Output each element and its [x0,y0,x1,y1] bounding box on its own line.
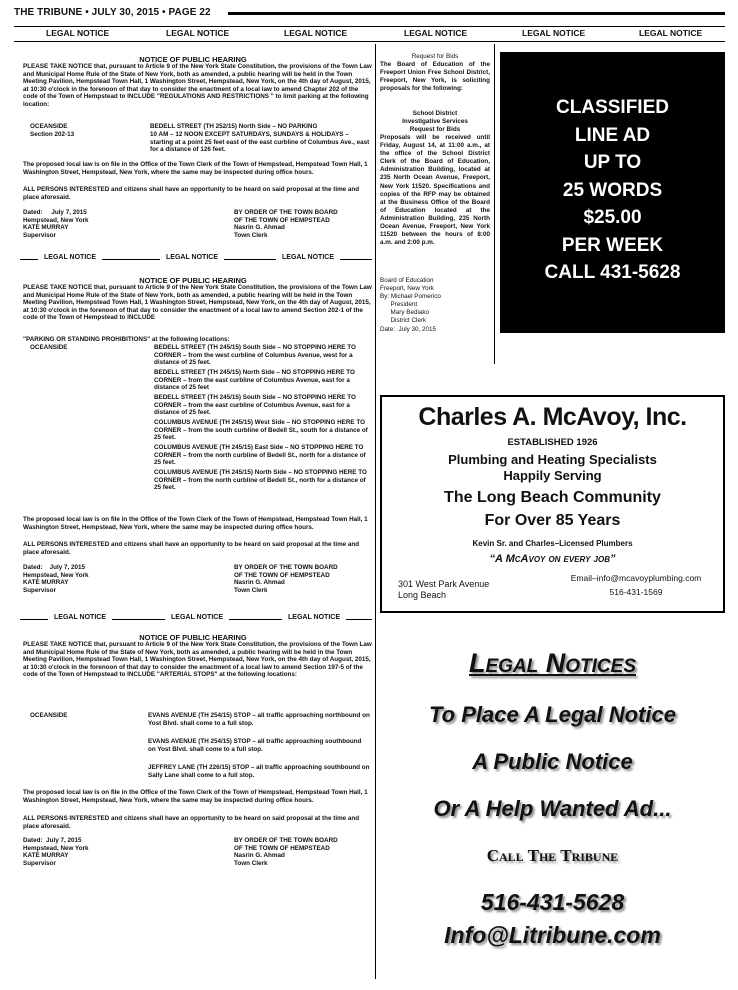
mcavoy-line: Plumbing and Heating Specialists [448,452,657,467]
signature-left: Dated: July 7, 2015 Hempstead, New York KATE MURRAY Supervisor [23,209,89,239]
notice-detail: EVANS AVENUE (TH 254/15) STOP – all traffic approaching northbound on Yost Blvd. shall come to a full stop. [148,712,370,727]
notice-detail: BEDELL STREET (TH 252/15) North Side – NO PARKING [150,123,318,130]
legal-notice-label: LEGAL NOTICE [46,28,110,38]
classified-phone: CALL 431-5628 [544,262,681,283]
notice-location: OCEANSIDE [30,712,68,719]
legal-ad-phone: 516-431-5628 [480,889,625,915]
notice-file-text: The proposed local law is on file in the Office of the Town Clerk of the Town of Hempstead, Hempstead Town Hall, 1 Washington Street, Hempstead, New York, where the same may be inspected during office hours. [23,516,368,531]
legal-notice-label-row [14,28,725,41]
classified-line: UP TO [583,152,642,173]
bids-title: Request for Bids [411,53,459,60]
mcavoy-slogan: “A McAvoy on every job” [489,553,616,565]
classified-line: $25.00 [583,207,642,228]
legal-notice-divider [20,254,372,264]
mcavoy-line: Happily Serving [503,468,602,483]
signature-right: BY ORDER OF THE TOWN BOARD OF THE TOWN OF HEMPSTEAD Nasrin G. Ahmad Town Clerk [234,837,338,867]
notice-detail: JEFFREY LANE (TH 226/15) STOP – all traffic approaching southbound on Sally Lane shall come to a full stop. [148,764,370,779]
notice-section: Section 202-13 [30,131,75,138]
notice-body: PLEASE TAKE NOTICE that, pursuant to Article 9 of the New York State Constitution, the provisions of the Town Law and Municipal Home Rule of the State of New York, both as amended, a public hearing will be held in the Town Meeting Pavilion, Hempstead Town Hall, 1 Washington Street, Hempstead, New York, on the 4th day of August, 2015, at 10:30 o'clock in the forenoon of that day to consider the enactment of a local law to amend Section 202-1 of the code of the Town of Hempstead to INCLUDE [23,284,372,321]
legal-ad-title: Legal Notices [468,648,636,678]
bids-subtitle: Investigative Services [402,118,468,125]
notice-detail: COLUMBUS AVENUE (TH 245/15) East Side – NO STOPPING HERE TO CORNER – from the north curbline of Bedell St., north for a distance of 25 feet. [154,444,366,466]
legal-ad-email[interactable]: Info@Litribune.com [444,922,661,948]
mcavoy-city: Long Beach [398,590,447,600]
classified-line: 25 WORDS [562,179,663,201]
legal-notice-label: LEGAL NOTICE [404,28,468,38]
legal-ad-line: To Place A Legal Notice [429,702,676,727]
mcavoy-established: ESTABLISHED 1926 [507,437,598,448]
mcavoy-line: For Over 85 Years [484,512,621,529]
label-rule [14,41,725,42]
notice-body: PLEASE TAKE NOTICE that, pursuant to Article 9 of the New York State Constitution, the provisions of the Town Law and Municipal Home Rule of the State of New York, both as amended, a public hearing will be held in the Town Meeting Pavilion, Hempstead Town Hall, 1 Washington Street, Hempstead, New York, on the 4th day of August, 2015, at 10:30 o'clock in the forenoon of that day to consider the enactment of a local law to amend Section 197-5 of the code of the Town of Hempstead to INCLUDE "ARTERIAL STOPS" at the following locations: [23,641,372,678]
notice-detail: BEDELL STREET (TH 245/15) North Side – NO STOPPING HERE TO CORNER – from the east curbline of Columbus Avenue, east for a distance of 25 feet [154,369,355,391]
notice-file-text: The proposed local law is on file in the Office of the Town Clerk of the Town of Hempstead, Hempstead Town Hall, 1 Washington Street, Hempstead, New York, where the same may be inspected during office hours. [23,789,368,804]
mcavoy-email[interactable]: Email–info@mcavoyplumbing.com [570,573,702,583]
legal-notice-label: LEGAL NOTICE [166,28,230,38]
mcavoy-line: The Long Beach Community [444,489,661,506]
signature-left: Dated: July 7, 2015 Hempstead, New York KATE MURRAY Supervisor [23,837,89,867]
legal-notice-label: LEGAL NOTICE [48,614,112,621]
bids-subtitle: School District [412,110,458,117]
notice-detail: COLUMBUS AVENUE (TH 245/15) North Side – NO STOPPING HERE TO CORNER – from the north curbline of Bedell St., north for a distance of 25 feet. [154,469,367,491]
mcavoy-plumbers: Kevin Sr. and Charles–Licensed Plumbers [472,539,633,548]
legal-ad-call: Call The Tribune [486,846,619,865]
signature-left: Dated: July 7, 2015 Hempstead, New York KATE MURRAY Supervisor [23,564,89,594]
legal-notice-label: LEGAL NOTICE [165,614,229,621]
mcavoy-phone: 516-431-1569 [609,587,663,597]
top-rule [14,26,725,27]
notice-detail: COLUMBUS AVENUE (TH 245/15) West Side – NO STOPPING HERE TO CORNER – from the south curbline of Bedell St., south for a distance of 25 feet. [154,419,368,441]
notice-title: NOTICE OF PUBLIC HEARING [139,55,247,64]
legal-notice-label: LEGAL NOTICE [639,28,703,38]
page-header: THE TRIBUNE • JULY 30, 2015 • PAGE 22 [14,7,211,18]
column-divider [375,44,376,979]
signature-right: BY ORDER OF THE TOWN BOARD OF THE TOWN OF HEMPSTEAD Nasrin G. Ahmad Town Clerk [234,209,338,239]
legal-notice-label: LEGAL NOTICE [282,614,346,621]
legal-notice-label: LEGAL NOTICE [284,28,348,38]
notice-detail: 10 AM – 12 NOON EXCEPT SATURDAYS, SUNDAYS & HOLIDAYS – starting at a point 25 feet east of the east curbline of Columbus Ave., east for a distance of 126 feet. [150,131,370,153]
notice-intro: "PARKING OR STANDING PROHIBITIONS" at the following locations: [23,336,230,343]
column-divider [494,44,495,364]
signature-right: BY ORDER OF THE TOWN BOARD OF THE TOWN OF HEMPSTEAD Nasrin G. Ahmad Town Clerk [234,564,338,594]
legal-notice-divider [20,614,372,624]
notice-detail: EVANS AVENUE (TH 254/15) STOP – all traffic approaching southbound on Yost Blvd. shall come to a full stop. [148,738,362,753]
bids-signature: Board of Education Freeport, New York By: Michael Pomerico President Mary Bediako District Clerk Date: July 30, 2015 [380,277,441,333]
bids-body: Proposals will be received until Friday, August 14, at 11:00 a.m., at the office of the School District Clerk of the Board of Education, Administration Building, located at 235 North Ocean Avenue, Freeport, New York 11520. Specifications and copies of the RFP may be obtained at the Business Office of the Board of Education located at the Administration Building, 235 North Ocean Avenue, Freeport, New York 11520 between the hours of 8:00 a.m. and 2:00 p.m. [380,134,490,247]
legal-notice-label: LEGAL NOTICE [522,28,586,38]
classified-line: CLASSIFIED [556,97,669,118]
header-rule [228,12,725,15]
bids-subtitle: Request for Bids [409,126,461,133]
notice-persons-text: ALL PERSONS INTERESTED and citizens shall have an opportunity to be heard on said proposal at the time and place aforesaid. [23,815,360,830]
classified-ad[interactable] [500,52,725,333]
notice-file-text: The proposed local law is on file in the Office of the Town Clerk of the Town of Hempstead, Hempstead Town Hall, 1 Washington Street, Hempstead, New York, where the same may be inspected during office hours. [23,161,368,176]
notice-persons-text: ALL PERSONS INTERESTED and citizens shall have an opportunity to be heard on said proposal at the time and place aforesaid. [23,541,360,556]
legal-notice-label: LEGAL NOTICE [276,254,340,261]
legal-ad-line: Or A Help Wanted Ad... [433,796,672,821]
legal-notice-label: LEGAL NOTICE [38,254,102,261]
mcavoy-ad[interactable] [380,395,725,613]
mcavoy-address: 301 West Park Avenue [398,579,490,589]
notice-persons-text: ALL PERSONS INTERESTED and citizens shall have an opportunity to be heard on said proposal at the time and place aforesaid. [23,186,360,201]
legal-ad-line: A Public Notice [472,749,633,774]
notice-body: PLEASE TAKE NOTICE that, pursuant to Article 9 of the New York State Constitution, the provisions of the Town Law and Municipal Home Rule of the State of New York, both as amended, a public hearing will be held in the Town Meeting Pavilion, Hempstead Town Hall, 1 Washington Street, Hempstead, New York, on the 4th day of August, 2015, at 10:30 o'clock in the forenoon of that day to consider the enactment of a local law to amend Chapter 202 of the code of the Town of Hempstead to INCLUDE "REGULATIONS AND RESTRICTIONS " to limit parking at the following location: [23,63,372,108]
notice-title: NOTICE OF PUBLIC HEARING [139,633,247,642]
notice-title: NOTICE OF PUBLIC HEARING [139,276,247,285]
classified-line: LINE AD [574,124,651,146]
notice-detail: BEDELL STREET (TH 245/15) South Side – NO STOPPING HERE TO CORNER – from the west curbline of Columbus Avenue, west for a distance of 25 feet. [154,344,356,366]
classified-line: PER WEEK [561,234,664,256]
legal-notice-label: LEGAL NOTICE [160,254,224,261]
notice-location: OCEANSIDE [30,123,68,130]
bids-intro: The Board of Education of the Freeport Union Free School District, Freeport, New York, is soliciting proposals for the following: [380,61,490,93]
notice-location: OCEANSIDE [30,344,68,351]
notice-detail: BEDELL STREET (TH 245/15) South Side – NO STOPPING HERE TO CORNER – from the east curbline of Columbus Avenue, east for a distance of 25 feet. [154,394,356,416]
mcavoy-title: Charles A. McAvoy, Inc. [418,403,687,431]
